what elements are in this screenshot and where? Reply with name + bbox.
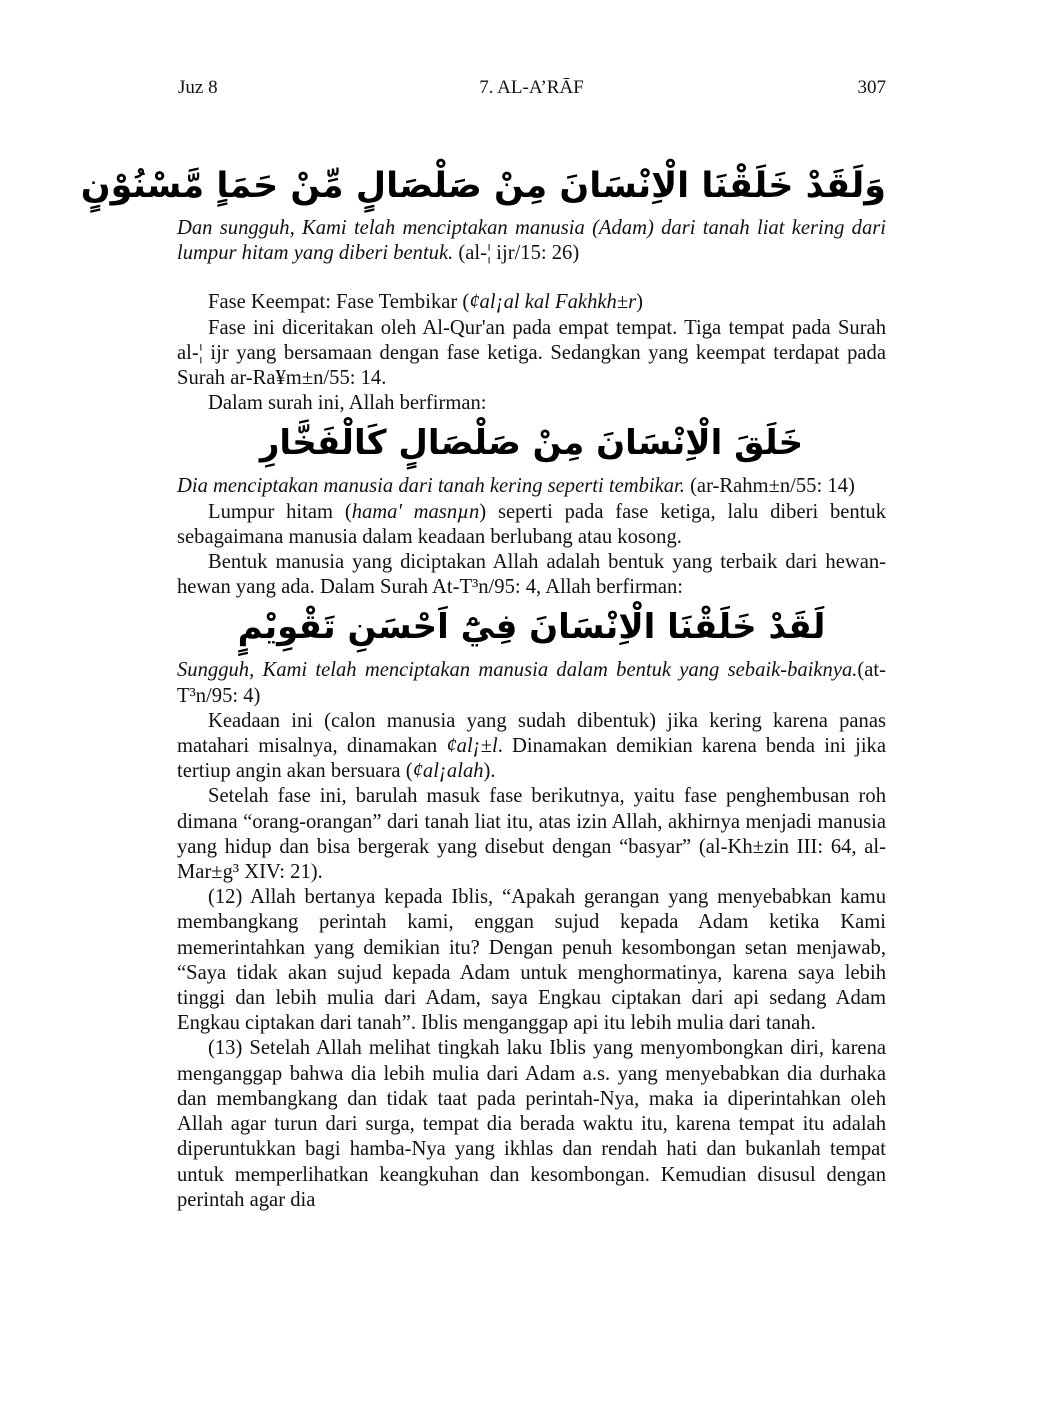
quran-verse-al-hijr-26: وَلَقَدْ خَلَقْنَا الْاِنْسَانَ مِنْ صَلْصَالٍ مِّنْ حَمَاٍ مَّسْنُوْنٍ	[80, 166, 886, 206]
text: ).	[483, 760, 496, 783]
heading-term: ¢al¡al kal Fakhkh±r	[469, 291, 637, 314]
paragraph-fase-keempat: Fase ini diceritakan oleh Al-Qur'an pada empat tempat. Tiga tempat pada Surah al-¦ ijr yang bersamaan dengan fase ketiga. Sedangkan yang keempat terdapat pada Surah ar-Ra¥m±n/55: 14.	[177, 316, 886, 390]
page-number: 307	[857, 77, 886, 98]
translation-text: Dan sungguh, Kami telah menciptakan manusia (Adam) dari tanah liat kering dari lumpur hitam yang diberi bentuk.	[177, 217, 886, 265]
heading-text: Fase Keempat: Fase Tembikar (	[208, 291, 470, 314]
running-header-surah: 7. AL-A’RĀF	[479, 77, 584, 98]
section-heading-fase-keempat	[177, 290, 886, 315]
paragraph-verse-12: (12) Allah bertanya kepada Iblis, “Apakah gerangan yang menyebabkan kamu membangkang perintah kami, enggan sujud kepada Adam ketika Kami memerintahkan yang demikian itu? Dengan penuh kesombongan setan menjawab, “Saya tidak akan sujud kepada Adam untuk menghormatinya, karena saya lebih tinggi dan lebih mulia dari Adam, saya Engkau ciptakan dari api sedang Adam Engkau ciptakan dari tanah”. Iblis menganggap api itu lebih mulia dari tanah.	[177, 886, 886, 1035]
paragraph-intro-verse: Dalam surah ini, Allah berfirman:	[208, 392, 487, 415]
verse-reference: (ar-Rahm±n/55: 14)	[684, 475, 855, 498]
text: . Dinamakan demikian karena benda ini jika tertiup angin akan bersuara (	[177, 735, 886, 783]
verse-translation-at-tin	[177, 658, 886, 708]
text: ) seperti pada fase ketiga, lalu diberi bentuk sebagaimana manusia dalam keadaan berlubang atau kosong.	[177, 500, 887, 548]
main-text	[177, 216, 886, 1213]
verse-translation-ar-rahman	[177, 474, 886, 499]
paragraph-keadaan	[177, 709, 886, 785]
translation-text: Sungguh, Kami telah menciptakan manusia dalam bentuk yang sebaik-baiknya.	[177, 659, 858, 682]
term: hama' masnµn	[351, 500, 480, 523]
verse-translation-al-hijr	[177, 216, 886, 266]
verse-reference: (at-T³n/95: 4)	[177, 659, 886, 707]
term: ¢al¡±l	[446, 735, 498, 758]
paragraph-verse-13: (13) Setelah Allah melihat tingkah laku Iblis yang menyombongkan diri, karena menganggap bahwa dia lebih mulia dari Adam a.s. yang menyebabkan dia durhaka dan membangkang dan tidak taat pada perintah-Nya, maka ia diperintahkan oleh Allah agar turun dari surga, tempat dia berada waktu itu, karena tempat itu adalah diperuntukkan bagi hamba-Nya yang ikhlas dan rendah hati dan bukanlah tempat untuk memperlihatkan keangkuhan dan kesombongan. Kemudian disusul dengan perintah agar dia	[177, 1037, 886, 1211]
text: Keadaan ini (calon manusia yang sudah dibentuk) jika kering karena panas matahari misalnya, dinamakan	[177, 709, 886, 758]
heading-close: )	[636, 291, 643, 314]
running-header-juz: Juz 8	[178, 77, 218, 98]
paragraph-lumpur-hitam	[177, 500, 886, 550]
paragraph-setelah-fase: Setelah fase ini, barulah masuk fase berikutnya, yaitu fase penghembusan roh dimana “orang-orangan” dari tanah liat itu, atas izin Allah, akhirnya menjadi manusia yang hidup dan bisa bergerak yang disebut dengan “basyar” (al-Kh±zin III: 64, al-Mar±g³ XIV: 21).	[177, 785, 886, 884]
quran-verse-ar-rahman-14: خَلَقَ الْاِنْسَانَ مِنْ صَلْصَالٍ كَالْفَخَّارِ	[259, 423, 804, 464]
paragraph-bentuk-manusia: Bentuk manusia yang diciptakan Allah adalah bentuk yang terbaik dari hewan-hewan yang ada. Dalam Surah At-T³n/95: 4, Allah berfirman:	[177, 551, 886, 599]
quran-verse-at-tin-4: لَقَدْ خَلَقْنَا الْاِنْسَانَ فِيْٓ اَحْسَنِ تَقْوِيْمٍ	[237, 607, 826, 648]
translation-text: Dia menciptakan manusia dari tanah kering seperti tembikar.	[177, 475, 685, 498]
text: Lumpur hitam (	[208, 500, 352, 523]
term: ¢al¡alah	[412, 760, 484, 783]
verse-reference: (al-¦ ijr/15: 26)	[453, 242, 580, 265]
